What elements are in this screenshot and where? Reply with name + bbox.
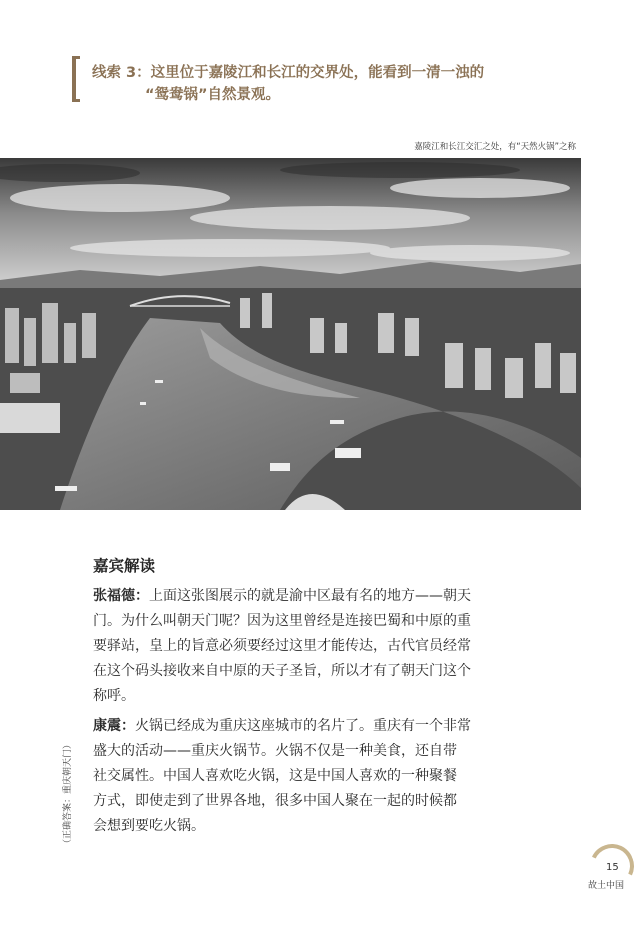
paragraph-kang: [93, 714, 513, 839]
clue-text-line1: 线索 3：这里位于嘉陵江和长江的交界处，能看到一清一浊的: [92, 65, 485, 81]
paragraph-line: 方式，即使走到了世界各地，很多中国人聚在一起的时候都: [93, 793, 457, 809]
clue-text-line2: “鸳鸯锅”自然景观。: [145, 87, 281, 103]
paragraph-line: 会想到要吃火锅。: [93, 818, 205, 834]
page-number: 15: [606, 862, 619, 873]
paragraph-line: 门。为什么叫朝天门呢？因为这里曾经是连接巴蜀和中原的重: [93, 613, 471, 629]
paragraph-line: [93, 584, 513, 609]
paragraph-text: 上面这张图展示的就是渝中区最有名的地方——朝天: [149, 588, 471, 604]
aerial-river-photo: [0, 158, 581, 510]
paragraph-text: 火锅已经成为重庆这座城市的名片了。重庆有一个非常: [135, 718, 471, 734]
paragraph-line: 社交属性。中国人喜欢吃火锅，这是中国人喜欢的一种聚餐: [93, 768, 457, 784]
book-title: 故土中国: [588, 881, 625, 891]
answer-note-text: （正确答案：重庆朝天门）: [63, 739, 73, 848]
paragraph-line: 在这个码头接收来自中原的天子圣旨，所以才有了朝天门这个: [93, 663, 471, 679]
clue-bracket: [72, 56, 80, 102]
paragraph-line: 称呼。: [93, 688, 135, 704]
section-heading: 嘉宾解读: [93, 557, 156, 575]
photo-caption: 嘉陵江和长江交汇之处，有“天然火锅”之称: [414, 142, 576, 152]
speaker-name: 康震：: [93, 718, 135, 734]
speaker-name: 张福德：: [93, 588, 149, 604]
answer-note: [60, 739, 73, 948]
paragraph-line: [93, 714, 513, 739]
paragraph-line: 要驿站，皇上的旨意必须要经过这里才能传达，古代官员经常: [93, 638, 471, 654]
paragraph-zhang: [93, 584, 513, 709]
paragraph-line: 盛大的活动——重庆火锅节。火锅不仅是一种美食，还自带: [93, 743, 457, 759]
